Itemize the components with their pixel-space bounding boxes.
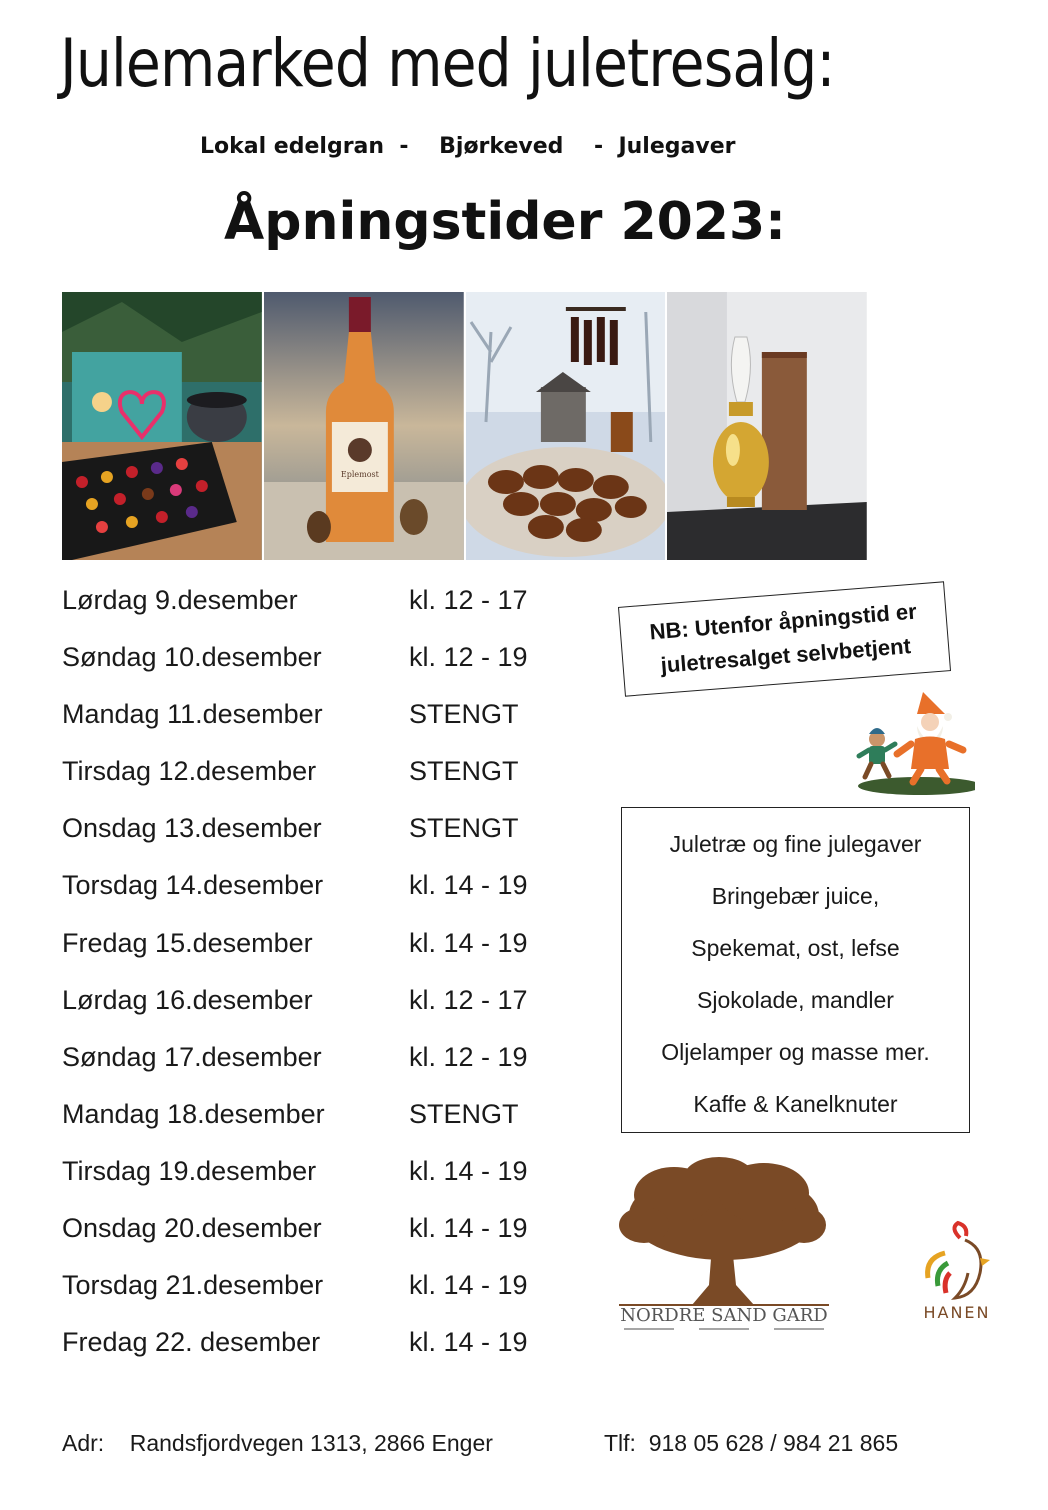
winter-buns-photo [466, 292, 666, 560]
schedule-time: kl. 14 - 19 [409, 1213, 528, 1244]
address: Adr: Randsfjordvegen 1313, 2866 Enger [62, 1430, 493, 1456]
self-service-note-line2: juletresalget selvbetjent [659, 633, 912, 678]
offer-item: Bringebær juice, [711, 883, 880, 909]
chocolates-coffee-photo [62, 292, 262, 560]
schedule-day: Tirsdag 12.desember [62, 756, 317, 787]
schedule-day: Onsdag 20.desember [62, 1213, 322, 1244]
schedule-day: Onsdag 13.desember [62, 813, 322, 844]
oil-lamp-photo [667, 292, 867, 560]
schedule-time: kl. 14 - 19 [409, 927, 528, 958]
schedule-time: STENGT [409, 1098, 519, 1129]
self-service-note [618, 581, 951, 696]
offer-item: Kaffe & Kanelknuter [693, 1091, 898, 1117]
offer-item: Sjokolade, mandler [697, 987, 894, 1013]
nordre-sand-gard-logo [614, 1155, 834, 1335]
schedule-time: kl. 12 - 19 [409, 1041, 528, 1072]
bottle-label-text: Eplemost [340, 469, 379, 480]
phone-numbers: Tlf: 918 05 628 / 984 21 865 [604, 1430, 899, 1456]
schedule-day: Tirsdag 19.desember [62, 1155, 317, 1186]
offer-item: Oljelamper og masse mer. [661, 1039, 930, 1065]
schedule-time: kl. 12 - 17 [409, 585, 528, 615]
schedule-day: Torsdag 14.desember [62, 870, 324, 901]
schedule-time: kl. 14 - 19 [409, 1270, 528, 1301]
schedule-day: Søndag 17.desember [62, 1041, 322, 1072]
self-service-note-line1: NB: Utenfor åpningstid er [648, 598, 918, 645]
product-offer-box [621, 807, 970, 1133]
hanen-text: HANEN [923, 1303, 991, 1322]
schedule-day: Lørdag 9.desember [62, 585, 298, 615]
schedule-day: Mandag 11.desember [62, 699, 323, 730]
offer-item: Spekemat, ost, lefse [691, 935, 900, 961]
product-subtitle: Lokal edelgran - Bjørkeved - Julegaver [200, 134, 736, 159]
santa-illustration [845, 684, 975, 802]
schedule-day: Mandag 18.desember [62, 1098, 325, 1129]
schedule-day: Fredag 22. desember [62, 1327, 321, 1358]
opening-hours-heading: Åpningstider 2023: [224, 192, 786, 252]
schedule-day: Torsdag 21.desember [62, 1270, 324, 1301]
schedule-time: kl. 14 - 19 [409, 870, 528, 901]
schedule-time: kl. 14 - 19 [409, 1155, 528, 1186]
photo-strip [62, 292, 867, 560]
juice-bottle-photo [264, 292, 464, 560]
schedule-day: Søndag 10.desember [62, 642, 322, 673]
schedule-day: Lørdag 16.desember [62, 984, 313, 1015]
schedule-time: kl. 12 - 19 [409, 642, 528, 673]
schedule-time: kl. 14 - 19 [409, 1327, 528, 1358]
schedule-time: STENGT [409, 813, 519, 844]
hanen-logo [910, 1218, 1005, 1328]
page-title: Julemarked med juletresalg: [60, 25, 835, 102]
offer-item: Juletræ og fine julegaver [669, 831, 922, 857]
schedule-time: STENGT [409, 699, 519, 730]
nordre-sand-gard-text: NORDRE SAND GARD [620, 1305, 828, 1326]
schedule-time: kl. 12 - 17 [409, 984, 528, 1015]
schedule-time: STENGT [409, 756, 519, 787]
schedule-day: Fredag 15.desember [62, 927, 313, 958]
